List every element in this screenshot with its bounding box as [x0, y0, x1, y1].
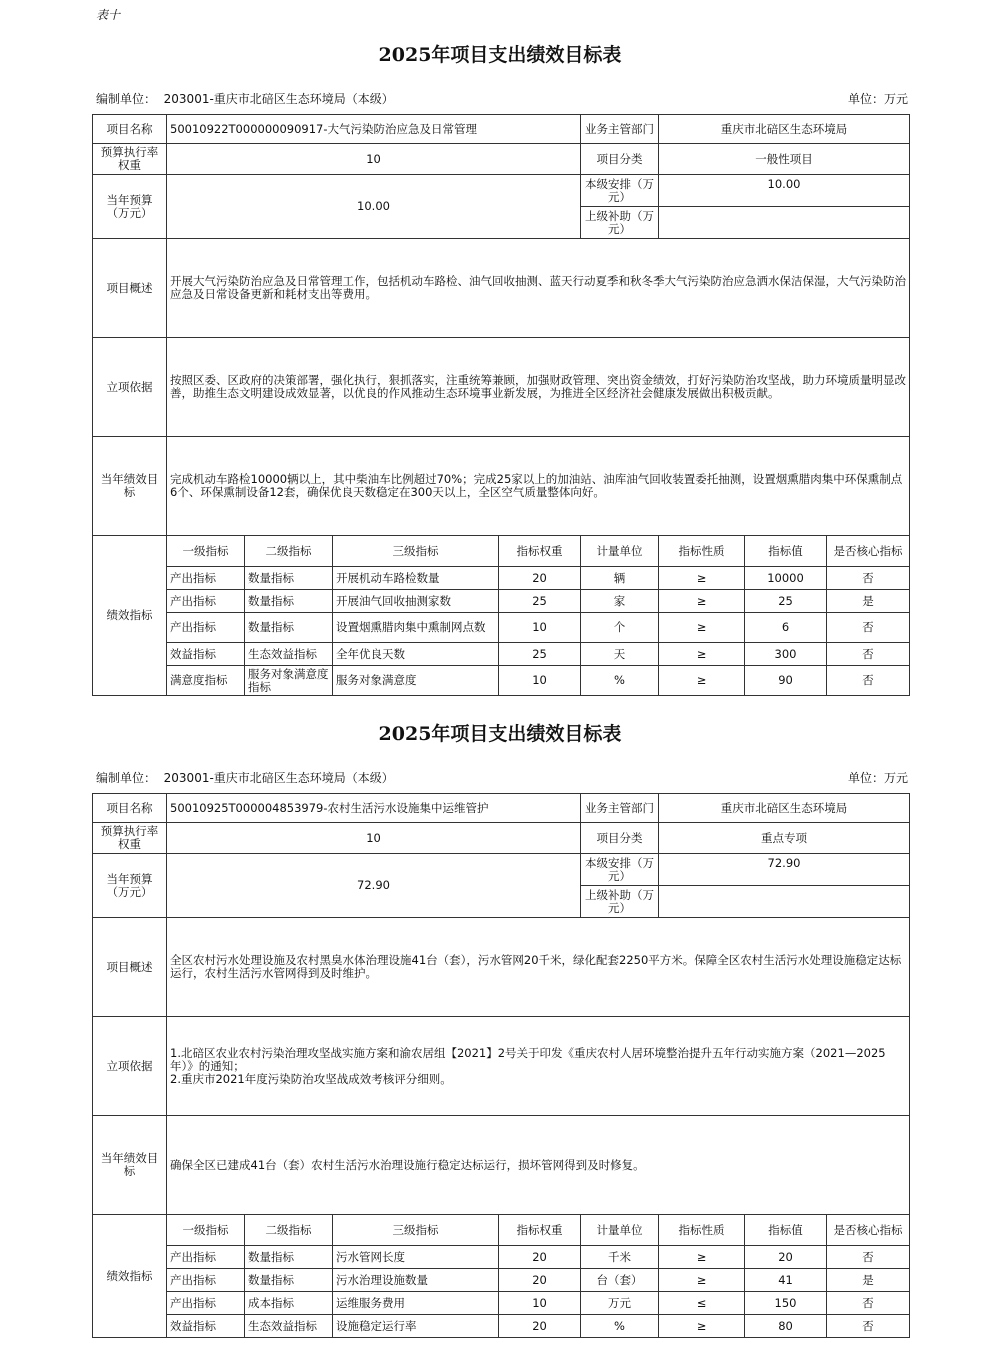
cell: 产出指标: [167, 1269, 245, 1292]
project-name-label: 项目名称: [93, 115, 167, 144]
cell: 家: [581, 590, 659, 613]
cell: 辆: [581, 567, 659, 590]
header-cell: 是否核心指标: [827, 1215, 910, 1246]
upper-value: [659, 886, 910, 918]
header-cell: 指标值: [745, 1215, 827, 1246]
cell: 10: [499, 666, 581, 696]
cell: 效益指标: [167, 643, 245, 666]
header-cell: 二级指标: [245, 1215, 333, 1246]
cell: 数量指标: [245, 1269, 333, 1292]
meta-line: [96, 90, 908, 107]
header-cell: 指标值: [745, 536, 827, 567]
cell: 41: [745, 1269, 827, 1292]
cell: 效益指标: [167, 1315, 245, 1338]
performance-table: [92, 793, 910, 1338]
header-cell: 三级指标: [333, 536, 499, 567]
header-cell: 计量单位: [581, 536, 659, 567]
cell: 20: [499, 1315, 581, 1338]
local-label: 本级安排（万元）: [581, 854, 659, 886]
cell: 个: [581, 613, 659, 643]
cell: 服务对象满意度指标: [245, 666, 333, 696]
cell: 80: [745, 1315, 827, 1338]
header-cell: 指标权重: [499, 1215, 581, 1246]
dept-value: 重庆市北碚区生态环境局: [659, 794, 910, 823]
cell: 运维服务费用: [333, 1292, 499, 1315]
prepared-by: 203001-重庆市北碚区生态环境局（本级）: [163, 92, 394, 106]
indicators-label: 绩效指标: [93, 1215, 167, 1338]
category-label: 项目分类: [581, 144, 659, 175]
unit-label: 单位：万元: [847, 92, 908, 106]
cell: ≥: [659, 567, 745, 590]
cell: 10: [499, 1292, 581, 1315]
basis-text: [167, 1017, 910, 1116]
cell: 污水管网长度: [333, 1246, 499, 1269]
weight-value: 10: [167, 823, 581, 854]
meta-line: [96, 769, 908, 786]
cell: 是: [827, 590, 910, 613]
goal-text: 确保全区已建成41台（套）农村生活污水治理设施行稳定达标运行，损坏管网得到及时修复。: [167, 1116, 910, 1215]
basis-line: 1.北碚区农业农村污染治理攻坚战实施方案和渝农居组【2021】2号关于印发《重庆农村人居环境整治提升五年行动实施方案（2021—2025年）》的通知；: [170, 1045, 886, 1073]
cell: 数量指标: [245, 567, 333, 590]
cell: 污水治理设施数量: [333, 1269, 499, 1292]
cell: 开展机动车路检数量: [333, 567, 499, 590]
header-cell: 指标性质: [659, 536, 745, 567]
basis-text: 按照区委、区政府的决策部署，强化执行，狠抓落实，注重统筹兼顾，加强财政管理、突出资金绩效，打好污染防治攻坚战，助力环境质量明显改善，助推生态文明建设成效显著，以优良的作风推动生态环境事业新发展，为推进全区经济社会健康发展做出积极贡献。: [167, 338, 910, 437]
budget-label: 当年预算（万元）: [93, 175, 167, 239]
dept-label: 业务主管部门: [581, 794, 659, 823]
table-row: [93, 666, 910, 696]
unit-label: 单位：万元: [847, 771, 908, 785]
overview-label: 项目概述: [93, 918, 167, 1017]
cell: ≥: [659, 1246, 745, 1269]
budget-value: 72.90: [167, 854, 581, 918]
local-label: 本级安排（万元）: [581, 175, 659, 207]
cell: 10000: [745, 567, 827, 590]
cell: ≥: [659, 1269, 745, 1292]
table-row: [93, 643, 910, 666]
header-cell: 三级指标: [333, 1215, 499, 1246]
cell: 产出指标: [167, 1292, 245, 1315]
header-cell: 指标性质: [659, 1215, 745, 1246]
header-cell: 一级指标: [167, 536, 245, 567]
project-name: 50010925T000004853979-农村生活污水设施集中运维管护: [167, 794, 581, 823]
cell: 300: [745, 643, 827, 666]
weight-value: 10: [167, 144, 581, 175]
cell: ≥: [659, 1315, 745, 1338]
local-value: 10.00: [659, 175, 910, 207]
category-label: 项目分类: [581, 823, 659, 854]
upper-label: 上级补助（万元）: [581, 886, 659, 918]
prepared-by: 203001-重庆市北碚区生态环境局（本级）: [163, 771, 394, 785]
cell: 设施稳定运行率: [333, 1315, 499, 1338]
cell: 否: [827, 666, 910, 696]
cell: 成本指标: [245, 1292, 333, 1315]
budget-label: 当年预算（万元）: [93, 854, 167, 918]
basis-label: 立项依据: [93, 1017, 167, 1116]
cell: 20: [499, 1246, 581, 1269]
cell: 20: [499, 567, 581, 590]
category-value: 重点专项: [659, 823, 910, 854]
overview-text: 全区农村污水处理设施及农村黑臭水体治理设施41台（套），污水管网20千米，绿化配套2250平方米。保障全区农村生活污水处理设施稳定达标运行，农村生活污水管网得到及时维护。: [167, 918, 910, 1017]
performance-table: [92, 114, 910, 696]
table-row: [93, 590, 910, 613]
local-value: 72.90: [659, 854, 910, 886]
cell: 10: [499, 613, 581, 643]
cell: 否: [827, 567, 910, 590]
cell: 25: [499, 643, 581, 666]
cell: 是: [827, 1269, 910, 1292]
cell: ≥: [659, 590, 745, 613]
cell: ≥: [659, 643, 745, 666]
cell: 数量指标: [245, 590, 333, 613]
cell: %: [581, 666, 659, 696]
cell: 否: [827, 1246, 910, 1269]
cell: 25: [745, 590, 827, 613]
cell: 满意度指标: [167, 666, 245, 696]
goal-label: 当年绩效目标: [93, 437, 167, 536]
cell: 否: [827, 613, 910, 643]
project-name: 50010922T000000090917-大气污染防治应急及日常管理: [167, 115, 581, 144]
table-row: [93, 1269, 910, 1292]
cell: 6: [745, 613, 827, 643]
cell: 产出指标: [167, 613, 245, 643]
dept-value: 重庆市北碚区生态环境局: [659, 115, 910, 144]
cell: ≥: [659, 613, 745, 643]
cell: 万元: [581, 1292, 659, 1315]
overview-label: 项目概述: [93, 239, 167, 338]
cell: 数量指标: [245, 613, 333, 643]
header-cell: 二级指标: [245, 536, 333, 567]
cell: 天: [581, 643, 659, 666]
indicators-label: 绩效指标: [93, 536, 167, 696]
cell: 设置烟熏腊肉集中熏制网点数: [333, 613, 499, 643]
cell: 服务对象满意度: [333, 666, 499, 696]
cell: 20: [499, 1269, 581, 1292]
cell: 否: [827, 643, 910, 666]
basis-line: 2.重庆市2021年度污染防治攻坚战成效考核评分细则。: [170, 1071, 452, 1086]
weight-label: 预算执行率权重: [93, 144, 167, 175]
goal-text: 完成机动车路检10000辆以上，其中柴油车比例超过70%；完成25家以上的加油站、油库油气回收装置委托抽测，设置烟熏腊肉集中环保熏制点6个、环保熏制设备12套，确保优良天数稳定在300天以上，全区空气质量整体向好。: [167, 437, 910, 536]
cell: 生态效益指标: [245, 1315, 333, 1338]
header-cell: 计量单位: [581, 1215, 659, 1246]
upper-label: 上级补助（万元）: [581, 207, 659, 239]
corner-label: 表十: [96, 8, 121, 22]
overview-text: 开展大气污染防治应急及日常管理工作，包括机动车路检、油气回收抽测、蓝天行动夏季和秋冬季大气污染防治应急洒水保洁保湿，大气污染防治应急及日常设备更新和耗材支出等费用。: [167, 239, 910, 338]
upper-value: [659, 207, 910, 239]
table-row: [93, 1292, 910, 1315]
cell: 90: [745, 666, 827, 696]
basis-label: 立项依据: [93, 338, 167, 437]
prepared-by-label: 编制单位：: [96, 92, 157, 106]
cell: 数量指标: [245, 1246, 333, 1269]
project-name-label: 项目名称: [93, 794, 167, 823]
form-title: 2025年项目支出绩效目标表: [378, 723, 622, 745]
cell: ≤: [659, 1292, 745, 1315]
cell: 台（套）: [581, 1269, 659, 1292]
cell: 否: [827, 1292, 910, 1315]
cell: 150: [745, 1292, 827, 1315]
header-cell: 是否核心指标: [827, 536, 910, 567]
category-value: 一般性项目: [659, 144, 910, 175]
table-row: [93, 1315, 910, 1338]
goal-label: 当年绩效目标: [93, 1116, 167, 1215]
cell: ≥: [659, 666, 745, 696]
table-row: [93, 613, 910, 643]
weight-label: 预算执行率权重: [93, 823, 167, 854]
cell: 千米: [581, 1246, 659, 1269]
budget-value: 10.00: [167, 175, 581, 239]
cell: 生态效益指标: [245, 643, 333, 666]
cell: 产出指标: [167, 1246, 245, 1269]
cell: 产出指标: [167, 590, 245, 613]
table-row: [93, 1246, 910, 1269]
cell: 全年优良天数: [333, 643, 499, 666]
header-cell: 一级指标: [167, 1215, 245, 1246]
cell: 开展油气回收抽测家数: [333, 590, 499, 613]
cell: 产出指标: [167, 567, 245, 590]
cell: %: [581, 1315, 659, 1338]
header-cell: 指标权重: [499, 536, 581, 567]
cell: 25: [499, 590, 581, 613]
dept-label: 业务主管部门: [581, 115, 659, 144]
form-title: 2025年项目支出绩效目标表: [378, 44, 622, 66]
prepared-by-label: 编制单位：: [96, 771, 157, 785]
cell: 20: [745, 1246, 827, 1269]
table-row: [93, 567, 910, 590]
cell: 否: [827, 1315, 910, 1338]
